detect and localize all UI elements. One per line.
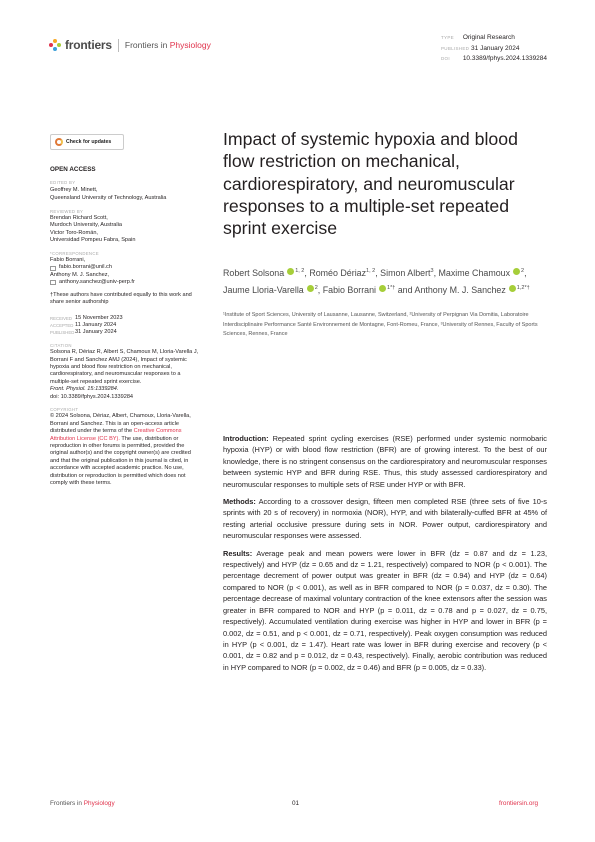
footer-journal: Frontiers in Physiology [50,800,115,807]
email-icon [50,280,56,285]
abstract-results: Results: Average peak and mean powers were lower in BFR (dz = 0.87 and dz = 1.23, respectively) and HYP (dz = 0.65 and dz = 1.21, respectively) compared to NOR (p < 0.001). The percentage decrement of power output was greater in BFR (dz = 0.94) and HYP (dz = 0.64) compared to NOR (p < 0.001), as well as in BFR compared to NOR (p = 0.037, dz = 0.30). The percentage decrease of maximal voluntary contraction of the knee extensors after the session was greater in BFR compared to NOR and HYP (p = 0.011, dz = 0.78 and p = 0.027, dz = 0.75, respectively). Accumulated ventilation during exercise was higher in HYP and lower in BFR (p = 0.002, dz = 0.51, and p < 0.001, dz = 0.71, respectively). Peak oxygen consumption was reduced in HYP (p < 0.001, dz = 1.47). Heart rate was lower in BFR during exercise and recovery (p < 0.001, dz = 0.82 and p = 0.012, dz = 0.43, respectively). Finally, aerobic contribution was reduced in HYP compared to NOR (p = 0.002, dz = 0.46) and BFR (p = 0.005, dz = 0.33). [223,548,547,672]
journal-name: Frontiers in Physiology [124,40,211,50]
author-name[interactable]: Roméo Dériaz [309,267,367,278]
doi-value[interactable]: 10.3389/fphys.2024.1339284 [462,55,548,62]
reviewed-by-label: REVIEWED BY [50,208,84,214]
received-label: RECEIVED [50,315,72,321]
corr2-email[interactable]: anthony.sanchez@univ-perp.fr [50,279,200,286]
orcid-icon[interactable] [513,268,520,275]
received-date: 15 November 2023 [75,314,123,321]
accepted-label: ACCEPTED [50,322,74,328]
author-name[interactable]: Fabio Borrani [322,284,377,295]
sidebar [50,166,200,487]
author-affiliation-marker: 1, 2 [295,268,305,274]
citation-doi: doi: 10.3389/fphys.2024.1339284 [50,393,134,400]
footer-site-link[interactable]: frontiersin.org [499,800,539,807]
reviewer-1: Murdoch University, Australia [50,222,123,229]
author-affiliation-marker: 3 [430,268,434,274]
author-name[interactable]: Jaume Lloria-Varella [223,284,304,295]
cc-license-link[interactable]: Creative Commons Attribution License (CC BY). [50,428,182,442]
article-meta [441,33,547,65]
reviewer-0: Brendan Richard Scott, [50,215,108,222]
frontiers-logo[interactable] [49,38,211,52]
page-number: 01 [292,800,300,807]
abstract-introduction: Introduction: Repeated sprint cycling exercises (RSE) performed under systemic normobaric hypoxia (HYP) or with blood flow restriction (BFR) are of growing interest. To the best of our knowledge, there is no stringent consensus on the cardiorespiratory and neuromuscular responses between systemic HYP and BFR during RSE. Thus, this study assessed cardiorespiratory and neuromuscular responses to multiple sets of RSE under HYP or with BFR. [223,434,547,489]
email-icon [50,266,56,271]
author-affiliation-marker: 2 [314,284,318,291]
accepted-date: 11 January 2024 [75,321,117,328]
check-for-updates-button[interactable] [50,134,124,150]
author-name[interactable]: Simon Albert [380,267,431,278]
copyright-label: COPYRIGHT [50,406,79,412]
logo-divider [118,39,119,52]
type-label: TYPE [441,35,454,40]
open-access-label: OPEN ACCESS [50,166,96,173]
frontiers-logo-icon [49,39,61,51]
citation-text: Solsona R, Dériaz R, Albert S, Chamoux M, Lloria-Varella J, Borrani F and Sanchez AMJ (2024), Impact of systemic hypoxia and blood flow restriction on mechanical, cardiorespiratory, and neuromuscular responses to a multiple-set repeated sprint exercise. [50,349,199,385]
edited-by-label: EDITED BY [50,180,76,186]
author-list: Robert Solsona $^{1, 2}$, Roméo Dériaz$^{1, 2}$, Simon Albert$^3$, Maxime Chamoux $^2$, Jaume Lloria-Varella $^2$, Fabio Borrani $^{1*\dagger}$ and Anthony M. J. Sanchez $^{1,2*\dagger}$ [223,267,530,295]
author-affiliation-marker: 1,2*† [516,284,530,291]
doi-label: DOI [441,56,450,61]
correspondence-label: *CORRESPONDENCE [50,250,99,256]
corr1-email[interactable]: fabio.borrani@unil.ch [50,264,200,271]
orcid-icon[interactable] [509,285,516,292]
published-date: 31 January 2024 [75,329,117,336]
author-affiliation-marker: 2 [521,268,525,274]
edited-by-0: Geoffrey M. Minett, [50,186,98,193]
equal-contribution-note: †These authors have contributed equally to this work and share senior authorship [50,291,192,306]
abstract [223,433,547,679]
orcid-icon[interactable] [379,285,386,292]
published-label-side: PUBLISHED [50,330,75,336]
brand-name: frontiers [65,38,112,52]
abstract-methods: Methods: According to a crossover design, fifteen men completed RSE (three sets of five 10-s sprints with 20 s of recovery) in normoxia (NOR), HYP, and with bilaterally-cuffed BFR at 45% of resting arterial occlusive pressure during sets in NOR. Power output, cardiorespiratory and neuromuscular responses were assessed. [223,497,547,541]
author-affiliation-marker: 1*† [387,284,396,291]
type-value: Original Research [462,34,515,41]
published-label: PUBLISHED [441,45,470,51]
corr2-name: Anthony M. J. Sanchez, [50,271,110,278]
orcid-icon[interactable] [287,268,294,275]
check-updates-label: Check for updates [66,139,112,145]
corr1-name: Fabio Borrani, [50,257,86,264]
orcid-icon[interactable] [307,285,314,292]
reviewer-2: Victor Toro-Román, [50,229,98,236]
edited-by-1: Queensland University of Technology, Australia [50,195,167,202]
article-title: Impact of systemic hypoxia and blood flow restriction on mechanical, cardiorespiratory, and neuromuscular responses to a multiple-set repeated sprint exercise [223,129,518,239]
check-updates-icon [55,138,63,146]
copyright-text: © 2024 Solsona, Dériaz, Albert, Chamoux, Lloria-Varella, Borrani and Sanchez. This is an open-access article distributed under the terms of the Creative Commons Attribution License (CC BY). The use, distribution or reproduction in other forums is permitted, provided the original author(s) and the copyright owner(s) are credited and that the original publication in this journal is cited, in accordance with accepted academic practice. No use, distribution or reproduction is permitted which does not comply with these terms. [50,413,191,487]
citation-journal: Front. Physiol. 15:1339284. [50,386,119,393]
author-name[interactable]: Robert Solsona [223,267,285,278]
affiliations: ¹Institute of Sport Sciences, University of Lausanne, Lausanne, Switzerland, ²University of Perpignan Via Domitia, Laboratoire Interdisciplinaire Performance Santé Environnement de Montagne, Font-Romeu, France, ³University of Rennes, Faculty of Sports Sciences, Rennes, France [223,312,538,338]
published-value: 31 January 2024 [471,44,520,52]
citation-label: CITATION [50,342,72,348]
author-affiliation-marker: 1, 2 [366,268,376,274]
author-name[interactable]: Maxime Chamoux [438,267,511,278]
reviewer-3: Universidad Pompeu Fabra, Spain [50,237,136,244]
author-name[interactable]: Anthony M. J. Sanchez [414,284,506,295]
